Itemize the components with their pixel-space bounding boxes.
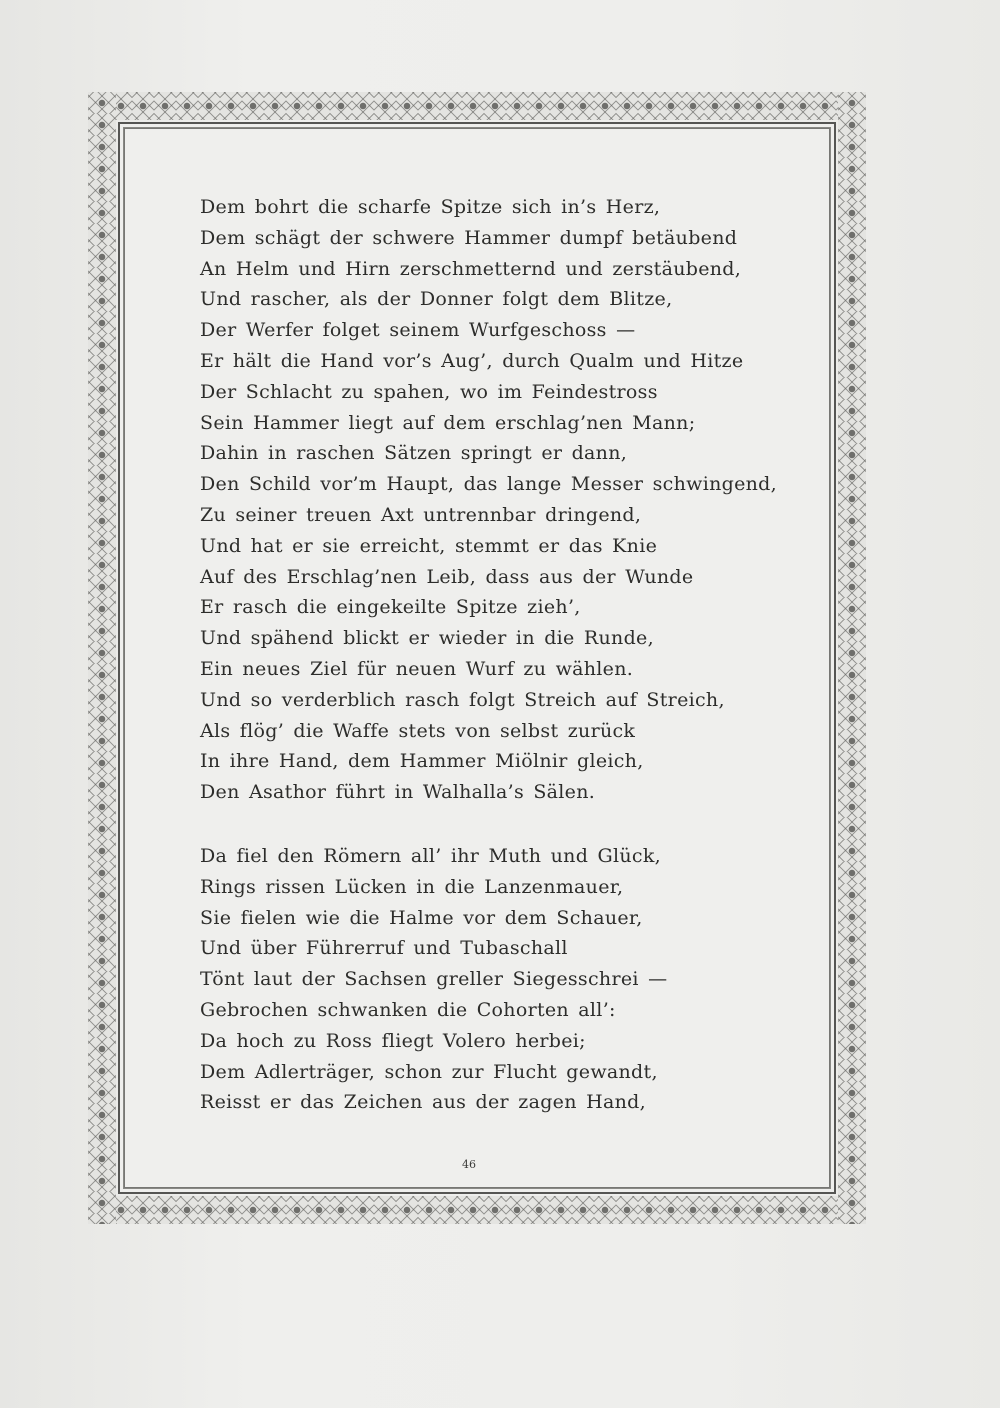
verse-line: Er rasch die eingekeilte Spitze zieh’, — [200, 596, 581, 619]
stanza-1 — [200, 192, 800, 808]
ornament-band-left — [88, 92, 116, 1224]
verse-line: An Helm und Hirn zerschmetternd und zerstäubend, — [200, 257, 742, 280]
verse-line: Reisst er das Zeichen aus der zagen Hand, — [200, 1091, 646, 1114]
verse-line: Dem bohrt die scharfe Spitze sich in’s Herz, — [200, 196, 661, 218]
verse-line: Und hat er sie erreicht, stemmt er das Knie — [200, 534, 658, 557]
verse-line: Der Schlacht zu spahen, wo im Feindestross — [200, 380, 658, 403]
ornament-band-top — [88, 92, 866, 120]
verse-line: Den Schild vor’m Haupt, das lange Messer schwingend, — [200, 473, 777, 496]
verse-line: Ein neues Ziel für neuen Wurf zu wählen. — [200, 657, 634, 680]
verse-line: Gebrochen schwanken die Cohorten all’: — [200, 998, 616, 1021]
verse-line: Er hält die Hand vor’s Aug’, durch Qualm und Hitze — [200, 349, 744, 372]
ornament-band-right — [838, 92, 866, 1224]
verse-line: Tönt laut der Sachsen greller Siegesschrei — — [200, 968, 668, 991]
verse-line: Und rascher, als der Donner folgt dem Blitze, — [200, 288, 673, 311]
verse-line: Dem schägt der schwere Hammer dumpf betäubend — [200, 226, 738, 249]
verse-line: Sie fielen wie die Halme vor dem Schauer, — [200, 906, 643, 929]
verse-line: Den Asathor führt in Walhalla’s Sälen. — [200, 781, 596, 804]
verse-line: Der Werfer folget seinem Wurfgeschoss — — [200, 319, 636, 342]
verse-line: Auf des Erschlag’nen Leib, dass aus der Wunde — [200, 565, 694, 588]
verse-line: Dem Adlerträger, schon zur Flucht gewandt, — [200, 1060, 658, 1083]
verse-line: Dahin in raschen Sätzen springt er dann, — [200, 442, 628, 465]
verse-line: Zu seiner treuen Axt untrennbar dringend, — [200, 503, 642, 526]
verse-line: Rings rissen Lücken in die Lanzenmauer, — [200, 875, 624, 898]
verse-line: Und so verderblich rasch folgt Streich auf Streich, — [200, 688, 725, 711]
ornament-band-bottom — [88, 1196, 866, 1224]
verse-line: Und über Führerruf und Tubaschall — [200, 937, 568, 960]
verse-line: Da fiel den Römern all’ ihr Muth und Glück, — [200, 844, 661, 867]
verse-line: Sein Hammer liegt auf dem erschlag’nen Mann; — [200, 411, 696, 434]
stanza-2 — [200, 841, 800, 1118]
verse-line: Da hoch zu Ross fliegt Volero herbei; — [200, 1029, 586, 1052]
verse-line: In ihre Hand, dem Hammer Miölnir gleich, — [200, 750, 644, 773]
verse-line: Und spähend blickt er wieder in die Runde, — [200, 627, 654, 650]
verse-line: Als flög’ die Waffe stets von selbst zurück — [200, 719, 636, 742]
page-number: 46 — [462, 1158, 476, 1171]
poem-text — [200, 192, 800, 1151]
